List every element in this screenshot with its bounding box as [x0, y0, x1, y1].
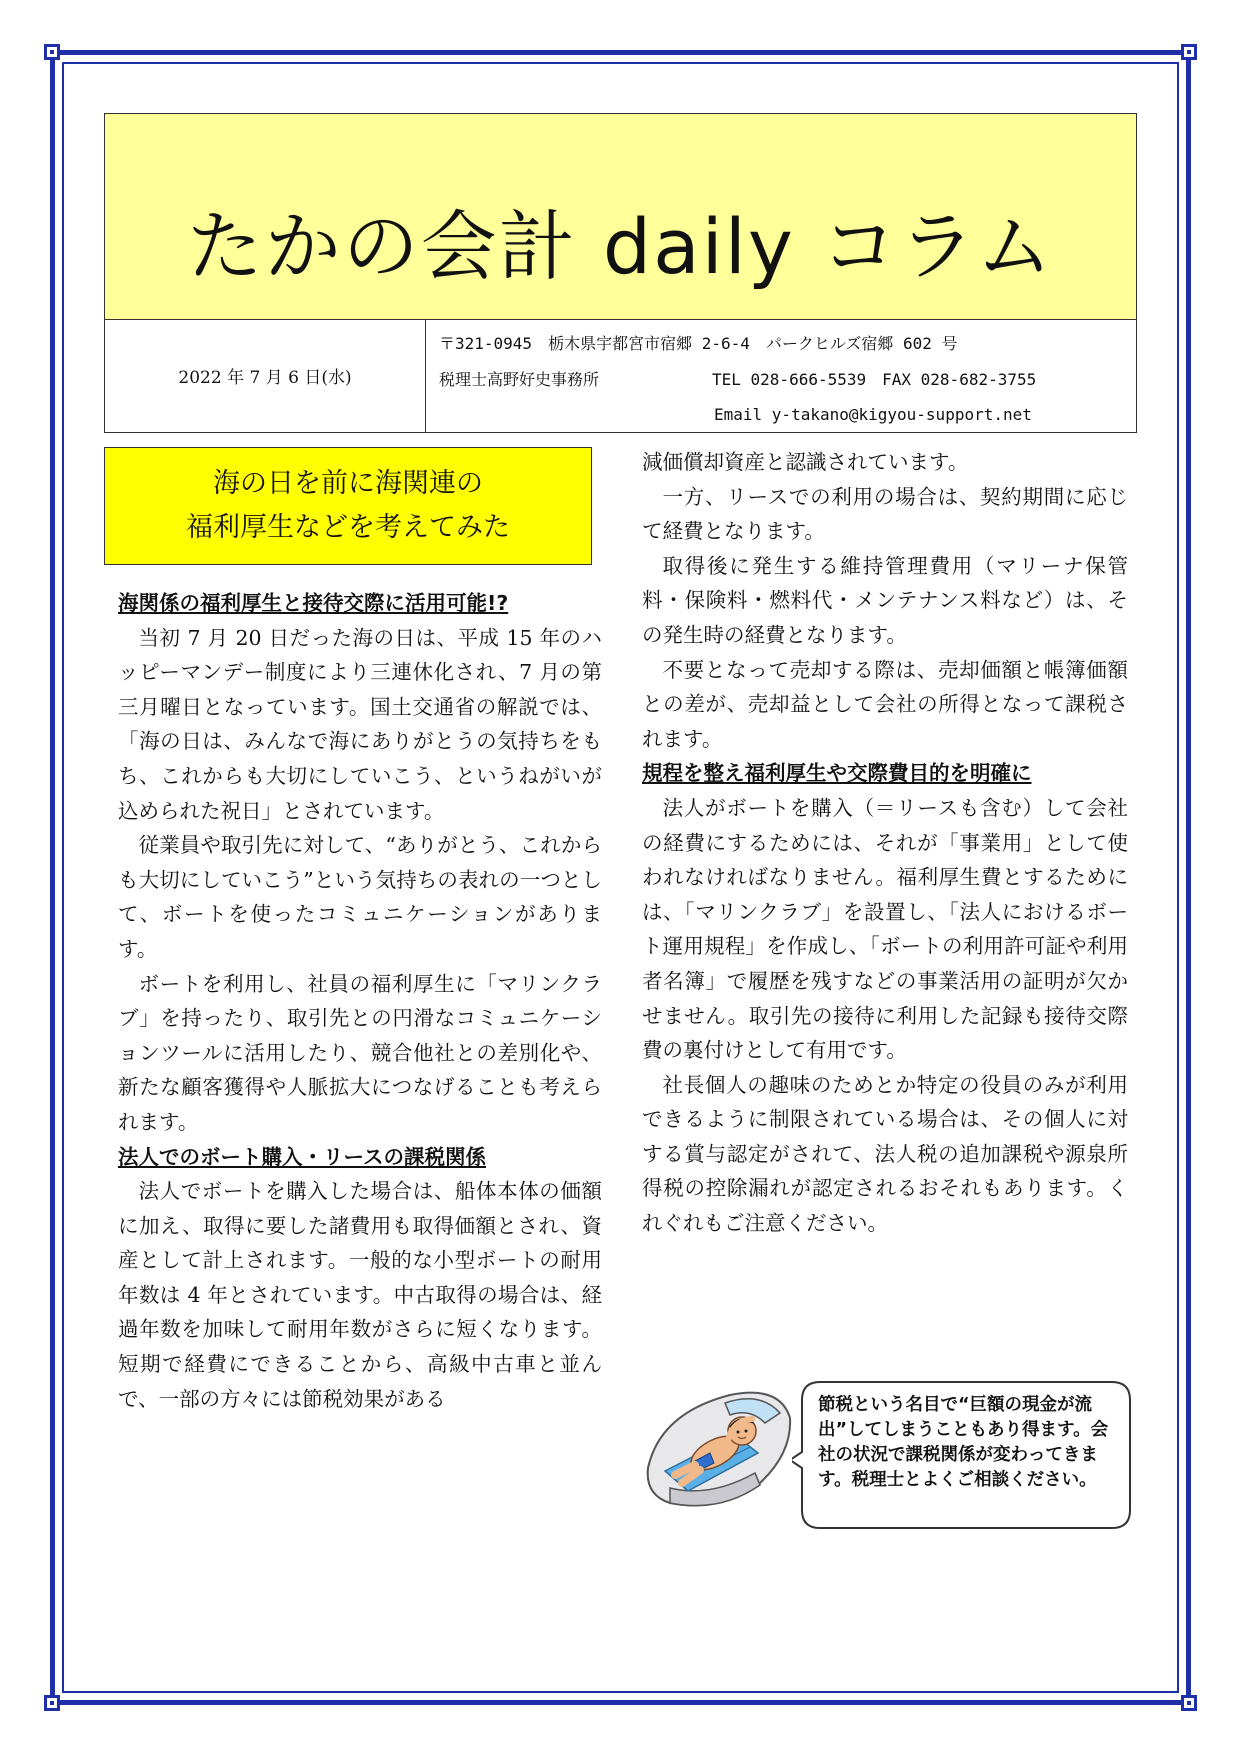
speech-bubble-text: 節税という名目で“巨額の現金が流出”してしまうこともあり得ます。会社の状況で課税関係が変わってきます。税理士とよくご相談ください。 — [818, 1395, 1109, 1490]
office-contact — [427, 319, 1136, 432]
corner-ornament — [1181, 44, 1197, 60]
paragraph: 当初 7 月 20 日だった海の日は、平成 15 年のハッピーマンデー制度により三連休化され、7 月の第三月曜日となっています。国土交通省の解説では、「海の日は、みんなで海にありがとうの気持ちをもち、これからも大切にしていこう、というねがいが込められた祝日」とされています。 — [118, 625, 602, 823]
left-column — [118, 586, 602, 1416]
right-column — [642, 445, 1128, 1241]
paragraph: 取得後に発生する維持管理費用（マリーナ保管料・保険料・燃料代・メンテナンス料など）は、その発生時の経費となります。 — [642, 553, 1128, 647]
newsletter-header — [104, 113, 1137, 433]
man-on-boat-illustration — [640, 1373, 795, 1528]
paragraph: 不要となって売却する際は、売却価額と帳簿価額との差が、売却益として会社の所得となって課税されます。 — [642, 657, 1128, 751]
corner-ornament — [44, 1695, 60, 1711]
office-email: Email y-takano@kigyou-support.net — [714, 405, 1032, 424]
corner-ornament — [1181, 1695, 1197, 1711]
issue-date: 2022 年 7 月 6 日(水) — [105, 319, 426, 432]
paragraph: 従業員や取引先に対して、“ありがとう、これからも大切にしていこう”という気持ちの表れの一つとして、ボートを使ったコミュニケーションがあります。 — [118, 833, 602, 961]
paragraph: ボートを利用し、社員の福利厚生に「マリンクラブ」を持ったり、取引先との円滑なコミュニケーションツールに活用したり、競合他社との差別化や、新たな顧客獲得や人脈拡大につなげることも考えられます。 — [118, 971, 602, 1134]
headline-line-1: 海の日を前に海関連の — [213, 468, 483, 499]
paragraph: 法人でボートを購入した場合は、船体本体の価額に加え、取得に要した諸費用も取得価額とされ、資産として計上されます。一般的な小型ボートの耐用年数は 4 年とされています。中古取得の場合は、経過年数を加味して耐用年数がさらに短くなります。短期で経費にできることから、高級中古車と並んで、一部の方々には節税効果がある — [118, 1179, 602, 1411]
paragraph: 減価償却資産と認識されています。 — [642, 450, 969, 474]
paragraph: 社長個人の趣味のためとか特定の役員のみが利用できるように制限されている場合は、その個人に対する賞与認定がされて、法人税の追加課税や源泉所得税の控除漏れが認定されるおそれもあります。くれぐれもご注意ください。 — [642, 1072, 1128, 1236]
corner-ornament — [44, 44, 60, 60]
section-heading: 法人でのボート購入・リースの課税関係 — [118, 1144, 486, 1169]
paragraph: 法人がボートを購入（＝リースも含む）して会社の経費にするためには、それが「事業用」として使われなければなりません。福利厚生費とするためには、「マリンクラブ」を設置し、「法人におけるボート運用規程」を作成し、「ボートの利用許可証や利用者名簿」で履歴を残すなどの事業活用の証明が欠かせません。取引先の接待に利用した記録も接待交際費の裏付けとして有用です。 — [642, 795, 1128, 1063]
newsletter-title: たかの会計 daily コラム — [186, 202, 1055, 291]
office-address: 〒321-0945 栃木県宇都宮市宿郷 2-6-4 パークヒルズ宿郷 602 号 — [439, 334, 958, 353]
headline-line-2: 福利厚生などを考えてみた — [186, 512, 510, 543]
article-headline — [104, 447, 592, 565]
section-heading: 海関係の福利厚生と接待交際に活用可能!? — [118, 591, 509, 615]
title-banner — [105, 114, 1136, 320]
office-name: 税理士高野好史事務所 — [439, 370, 600, 389]
section-heading: 規程を整え福利厚生や交際費目的を明確に — [642, 761, 1032, 786]
office-phone-fax: TEL 028-666-5539 FAX 028-682-3755 — [712, 370, 1037, 389]
paragraph: 一方、リースでの利用の場合は、契約期間に応じて経費となります。 — [642, 484, 1128, 544]
